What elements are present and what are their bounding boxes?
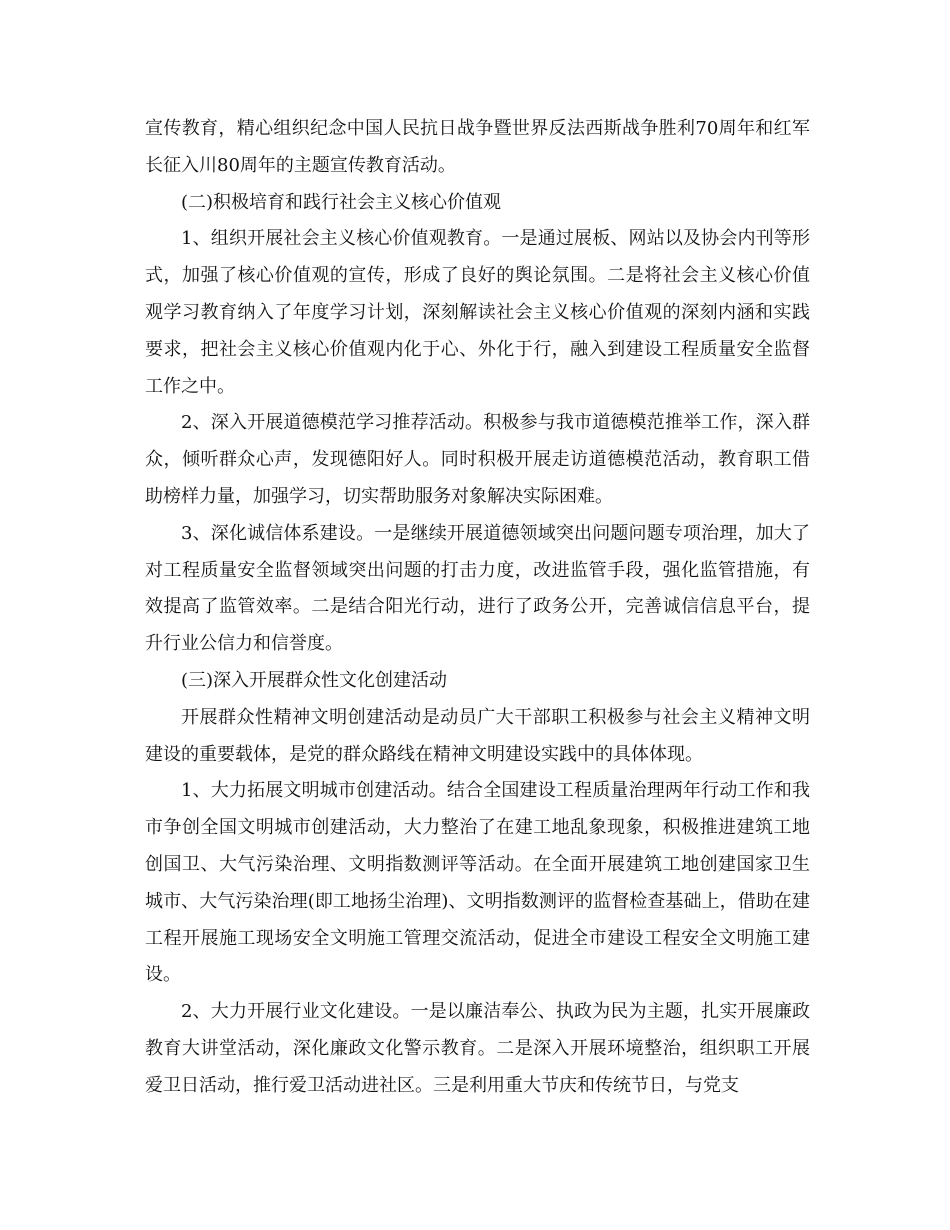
section-heading-two: (二)积极培育和践行社会主义核心价值观	[181, 191, 502, 213]
paragraph-moral-models: 2、深入开展道德模范学习推荐活动。积极参与我市道德模范推举工作，深入群众，倾听群众心声，发现德阳好人。同时积极开展走访道德模范活动，教育职工借助榜样力量，加强学习，切实帮助服务对象解决实际困难。	[145, 412, 810, 507]
section-heading-three: (三)深入开展群众性文化创建活动	[181, 669, 448, 691]
paragraph-mass-activities-intro: 开展群众性精神文明创建活动是动员广大干部职工积极参与社会主义精神文明建设的重要载体，是党的群众路线在精神文明建设实践中的具体体现。	[145, 706, 810, 765]
paragraph-core-values-education: 1、组织开展社会主义核心价值观教育。一是通过展板、网站以及协会内刊等形式，加强了核心价值观的宣传，形成了良好的舆论氛围。二是将社会主义核心价值观学习教育纳入了年度学习计划，深刻解读社会主义核心价值观的深刻内涵和实践要求，把社会主义核心价值观内化于心、外化于行，融入到建设工程质量安全监督工作之中。	[145, 228, 810, 397]
paragraph-civilized-city: 1、大力拓展文明城市创建活动。结合全国建设工程质量治理两年行动工作和我市争创全国文明城市创建活动，大力整治了在建工地乱象现象，积极推进建筑工地创国卫、大气污染治理、文明指数测评等活动。在全面开展建筑工地创建国家卫生城市、大气污染治理(即工地扬尘治理)、文明指数测评的监督检查基础上，借助在建工程开展施工现场安全文明施工管理交流活动，促进全市建设工程安全文明施工建设。	[145, 780, 810, 986]
paragraph-integrity-system: 3、深化诚信体系建设。一是继续开展道德领域突出问题问题专项治理，加大了对工程质量安全监督领域突出问题的打击力度，改进监管手段，强化监管措施，有效提高了监管效率。二是结合阳光行动，进行了政务公开，完善诚信信息平台，提升行业公信力和信誉度。	[145, 522, 810, 655]
paragraph-intro-continuation: 宣传教育，精心组织纪念中国人民抗日战争暨世界反法西斯战争胜利70周年和红军长征入川80周年的主题宣传教育活动。	[145, 118, 810, 176]
paragraph-industry-culture: 2、大力开展行业文化建设。一是以廉洁奉公、执政为民为主题，扎实开展廉政教育大讲堂活动，深化廉政文化警示教育。二是深入开展环境整治，组织职工开展爱卫日活动，推行爱卫活动进社区。三是利用重大节庆和传统节日，与党支	[145, 1001, 810, 1096]
document-page	[145, 111, 810, 1105]
